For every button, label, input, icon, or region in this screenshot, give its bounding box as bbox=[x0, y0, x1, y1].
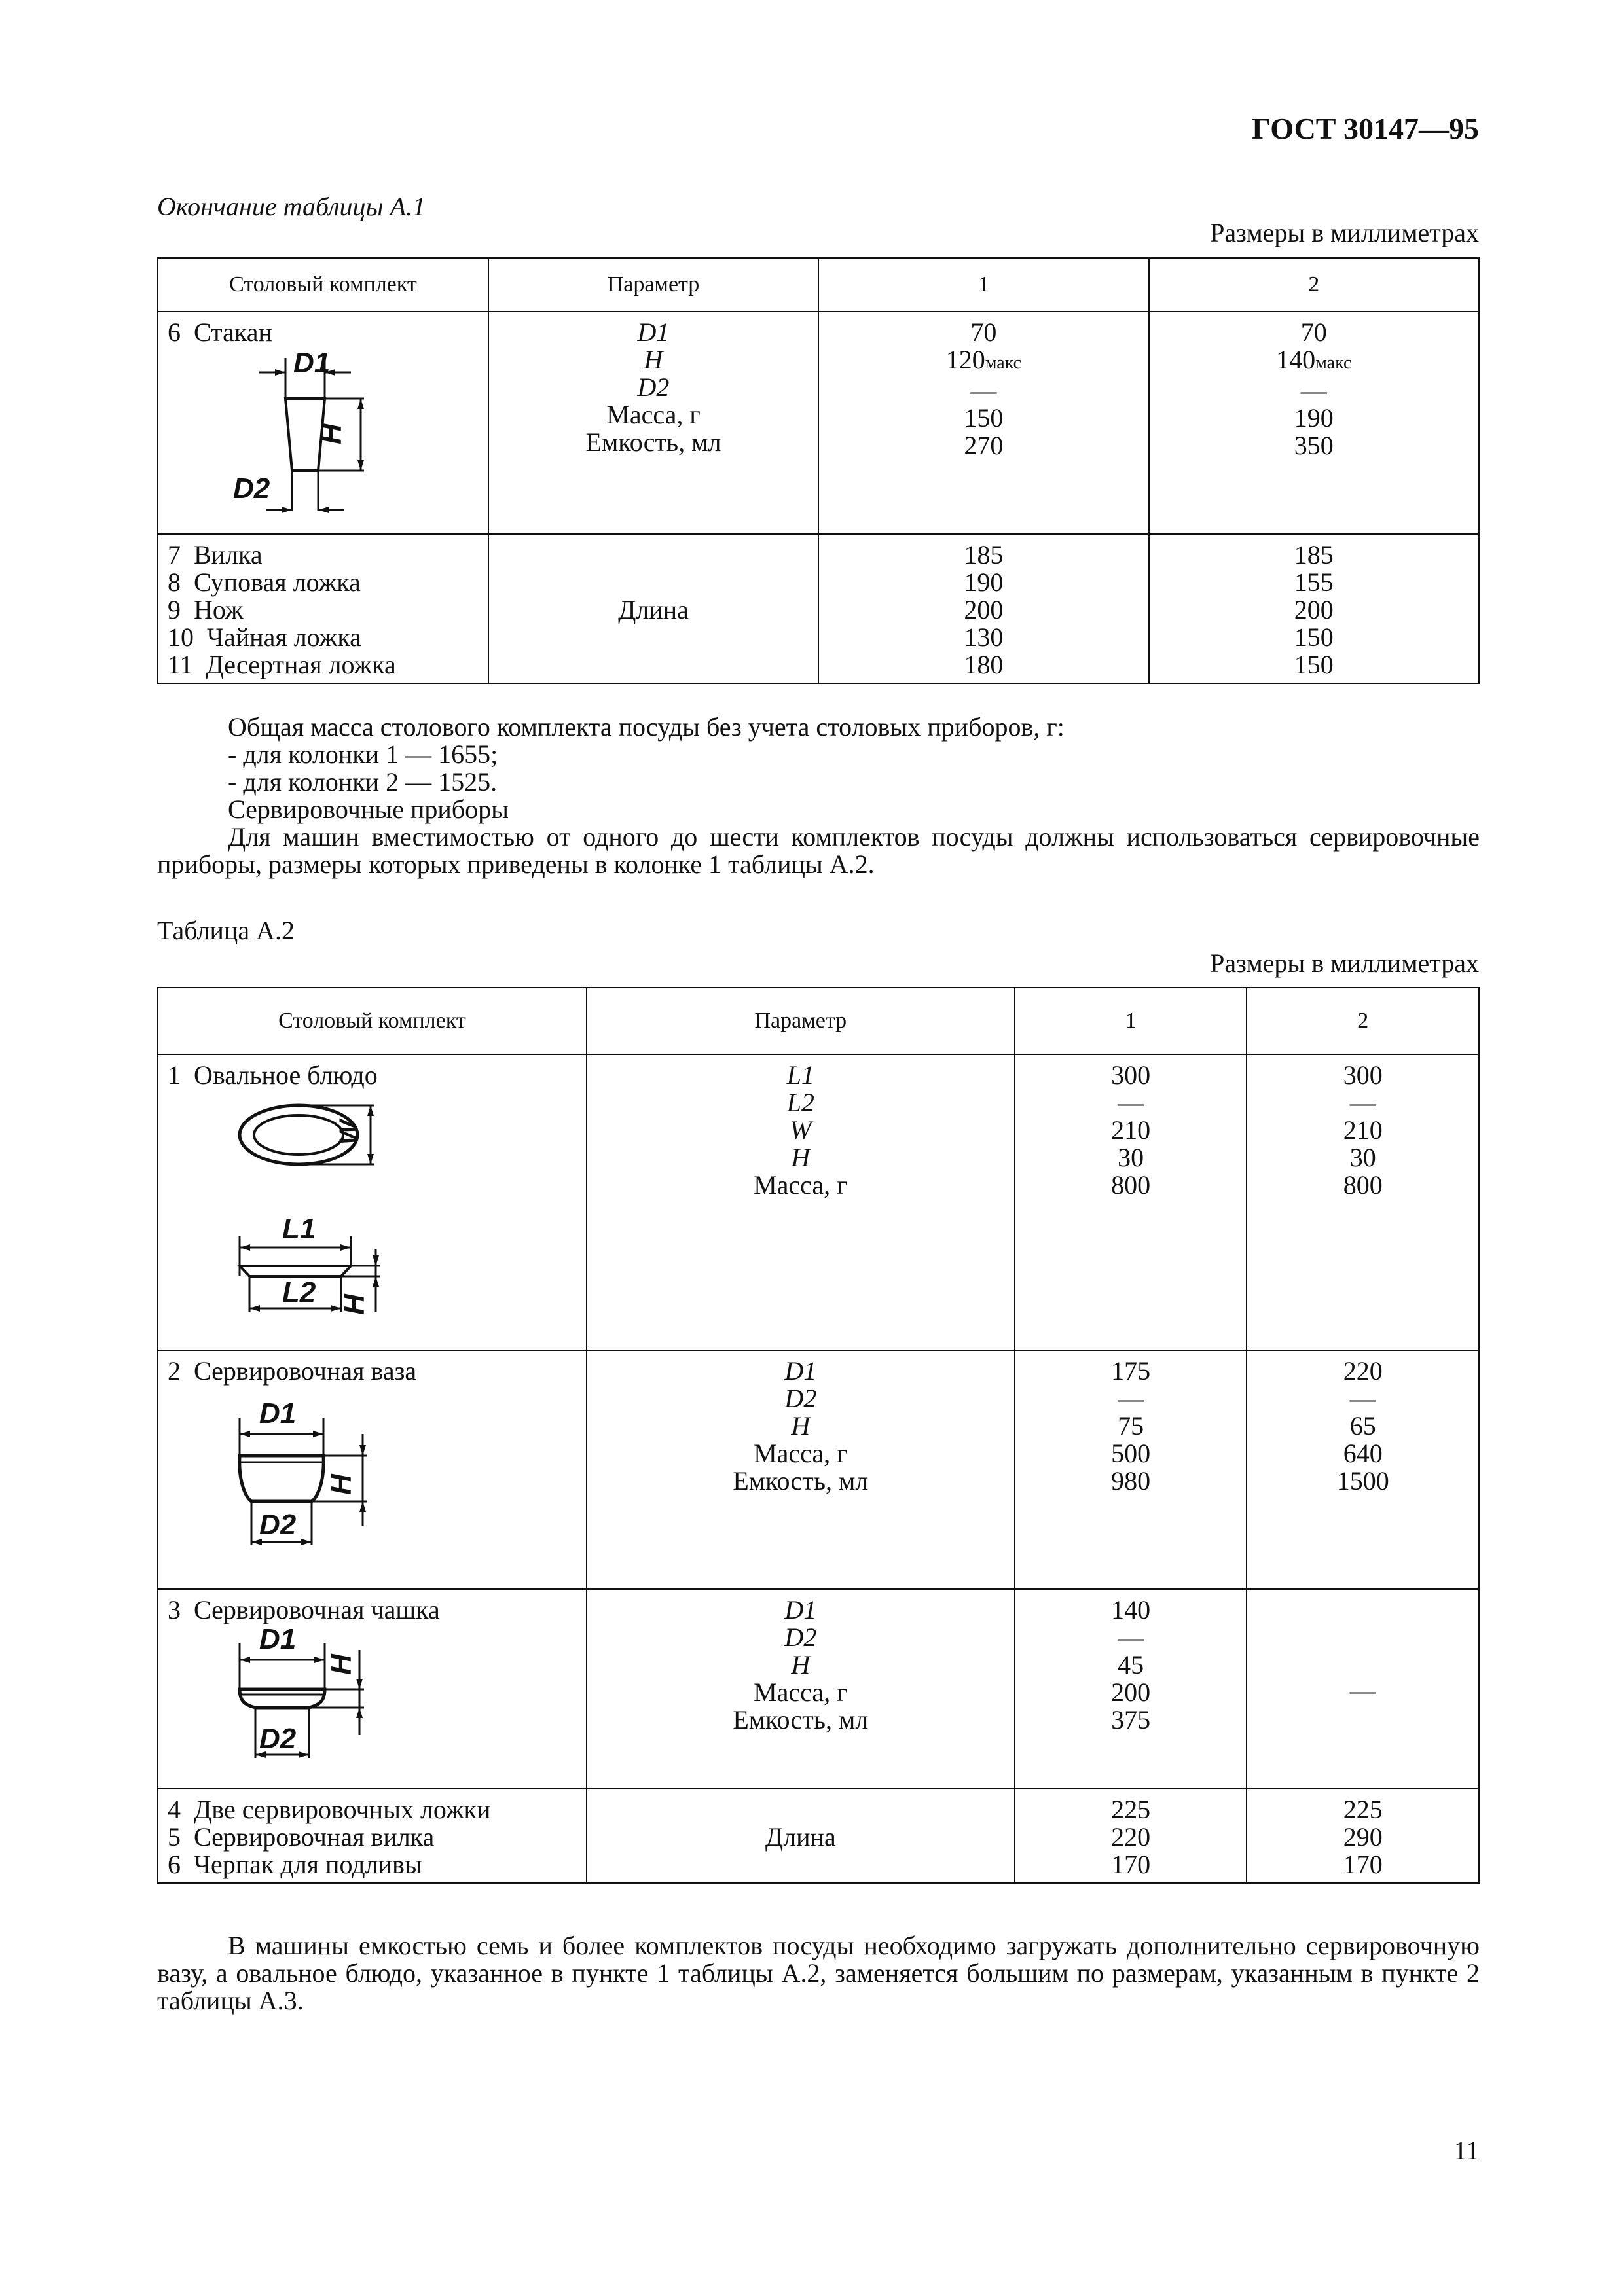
text-block-1 bbox=[157, 713, 1480, 878]
col-header-1: 1 bbox=[1015, 988, 1247, 1054]
value: 70 bbox=[970, 317, 997, 347]
value: 140макс bbox=[1276, 345, 1352, 374]
col-header-2: 2 bbox=[1247, 988, 1479, 1054]
param-d1: D1 bbox=[784, 1356, 817, 1386]
value: 140 bbox=[1111, 1595, 1151, 1624]
value: 200 bbox=[964, 595, 1004, 624]
value: 290 bbox=[1343, 1822, 1383, 1852]
value: 65 bbox=[1349, 1411, 1376, 1441]
param-h: H bbox=[791, 1143, 811, 1172]
value: 375 bbox=[1111, 1705, 1151, 1734]
value: 220 bbox=[1111, 1822, 1151, 1852]
value: 200 bbox=[1111, 1677, 1151, 1707]
item-serving-bowl: 2 Сервировочная ваза bbox=[168, 1356, 417, 1386]
value: 980 bbox=[1111, 1466, 1151, 1496]
value: 225 bbox=[1111, 1795, 1151, 1824]
serving-bowl-drawing bbox=[233, 1385, 403, 1562]
value: 150 bbox=[1294, 650, 1334, 679]
value: 225 bbox=[1343, 1795, 1383, 1824]
table-a1 bbox=[157, 257, 1480, 684]
param-d2: D2 bbox=[784, 1384, 817, 1413]
table-row-cutlery bbox=[158, 534, 1479, 683]
item-serving-cup: 3 Сервировочная чашка bbox=[168, 1595, 440, 1624]
value: 170 bbox=[1343, 1850, 1383, 1879]
glass-label-h: H bbox=[316, 423, 348, 444]
value: 130 bbox=[964, 622, 1004, 652]
param-capacity: Емкость, мл bbox=[585, 427, 721, 457]
cup-label-d1: D1 bbox=[259, 1624, 297, 1655]
cup-label-h: H bbox=[325, 1654, 357, 1675]
value: — bbox=[1349, 1384, 1376, 1413]
value: 155 bbox=[1294, 567, 1334, 597]
param-mass: Масса, г bbox=[754, 1677, 848, 1707]
item-soup-spoon: 8 Суповая ложка bbox=[168, 567, 361, 597]
param-capacity: Емкость, мл bbox=[733, 1466, 869, 1496]
document-code: ГОСТ 30147—95 bbox=[1252, 112, 1479, 145]
oval-dish-drawing bbox=[233, 1089, 429, 1331]
value: 210 bbox=[1111, 1115, 1151, 1145]
value: 70 bbox=[1300, 317, 1327, 347]
text-block-2 bbox=[157, 1932, 1480, 2015]
glass-label-d2: D2 bbox=[233, 473, 270, 505]
column2-mass-line: - для колонки 2 — 1525. bbox=[228, 767, 498, 797]
item-gravy-ladle: 6 Черпак для подливы bbox=[168, 1850, 422, 1879]
value: 800 bbox=[1111, 1170, 1151, 1200]
item-glass: 6 Стакан bbox=[168, 317, 272, 347]
item-serving-fork: 5 Сервировочная вилка bbox=[168, 1822, 435, 1852]
param-d1: D1 bbox=[637, 317, 670, 347]
param-mass: Масса, г bbox=[606, 400, 701, 429]
cup-label-d2: D2 bbox=[259, 1723, 297, 1755]
value: 210 bbox=[1343, 1115, 1383, 1145]
serving-cutlery-paragraph: Для машин вместимостью от одного до шести комплектов посуды должны использоваться сервировочные приборы, размеры которых приведены в колонке 1 таблицы А.2. bbox=[157, 822, 1480, 879]
table2-caption: Таблица А.2 bbox=[157, 916, 295, 945]
col-header-1: 1 bbox=[818, 258, 1148, 312]
closing-paragraph: В машины емкостью семь и более комплектов посуды необходимо загружать дополнительно сервировочную вазу, а овальное блюдо, указанное в пункте 1 таблицы А.2, заменяется большим по размерам, указанным в пункте 2 таблицы А.3. bbox=[157, 1931, 1480, 2015]
param-d2: D2 bbox=[784, 1623, 817, 1652]
param-h: H bbox=[644, 345, 663, 374]
value: — bbox=[1349, 1675, 1376, 1705]
value: 30 bbox=[1118, 1143, 1144, 1172]
value: 185 bbox=[964, 540, 1004, 569]
param-h: H bbox=[791, 1650, 811, 1679]
value: — bbox=[1349, 1088, 1376, 1117]
param-length: Длина bbox=[765, 1822, 836, 1852]
param-mass: Масса, г bbox=[754, 1170, 848, 1200]
table-row-serving-cup bbox=[158, 1589, 1479, 1789]
value: 800 bbox=[1343, 1170, 1383, 1200]
value: 1500 bbox=[1336, 1466, 1389, 1496]
table-row-oval-dish bbox=[158, 1054, 1479, 1350]
dish-label-w: W bbox=[335, 1120, 363, 1145]
total-mass-line: Общая масса столового комплекта посуды без учета столовых приборов, г: bbox=[228, 712, 1065, 742]
table-row-serving-cutlery bbox=[158, 1789, 1479, 1883]
glass-label-d1: D1 bbox=[293, 347, 331, 379]
table2-units: Размеры в миллиметрах bbox=[1210, 948, 1479, 978]
value: 190 bbox=[964, 567, 1004, 597]
bowl-label-h: H bbox=[325, 1474, 357, 1495]
param-d1: D1 bbox=[784, 1595, 817, 1624]
param-w: W bbox=[790, 1115, 812, 1145]
item-tea-spoon: 10 Чайная ложка bbox=[168, 622, 361, 652]
value: 30 bbox=[1349, 1143, 1376, 1172]
param-length: Длина bbox=[618, 595, 689, 624]
table-row-serving-bowl bbox=[158, 1350, 1479, 1589]
value: — bbox=[970, 376, 997, 405]
param-capacity: Емкость, мл bbox=[733, 1705, 869, 1734]
value: — bbox=[1118, 1623, 1144, 1652]
value: 350 bbox=[1294, 431, 1334, 460]
item-oval-dish: 1 Овальное блюдо bbox=[168, 1060, 378, 1090]
col-header-set: Столовый комплект bbox=[158, 988, 587, 1054]
value: — bbox=[1118, 1088, 1144, 1117]
value: 640 bbox=[1343, 1439, 1383, 1468]
value: 185 bbox=[1294, 540, 1334, 569]
param-d2: D2 bbox=[637, 372, 670, 402]
value: 300 bbox=[1111, 1060, 1151, 1090]
serving-cup-drawing bbox=[233, 1624, 403, 1774]
bowl-label-d2: D2 bbox=[259, 1509, 297, 1541]
item-dessert-spoon: 11 Десертная ложка bbox=[168, 650, 396, 679]
dish-label-l1: L1 bbox=[282, 1213, 316, 1245]
page-number: 11 bbox=[1453, 2136, 1479, 2165]
param-mass: Масса, г bbox=[754, 1439, 848, 1468]
col-header-set: Столовый комплект bbox=[158, 258, 488, 312]
value: — bbox=[1300, 376, 1327, 405]
dish-label-h: H bbox=[338, 1294, 371, 1315]
col-header-2: 2 bbox=[1149, 258, 1479, 312]
item-knife: 9 Нож bbox=[168, 595, 244, 624]
table1-units: Размеры в миллиметрах bbox=[1210, 218, 1479, 247]
value: 180 bbox=[964, 650, 1004, 679]
param-l1: L1 bbox=[786, 1060, 814, 1090]
value: 170 bbox=[1111, 1850, 1151, 1879]
glass-drawing bbox=[194, 346, 364, 515]
dish-label-l2: L2 bbox=[282, 1276, 316, 1308]
value: 150 bbox=[1294, 622, 1334, 652]
col-header-param: Параметр bbox=[587, 988, 1015, 1054]
column1-mass-line: - для колонки 1 — 1655; bbox=[228, 740, 498, 769]
value: 190 bbox=[1294, 403, 1334, 433]
value: 300 bbox=[1343, 1060, 1383, 1090]
param-l2: L2 bbox=[786, 1088, 814, 1117]
value: 120макс bbox=[945, 345, 1022, 374]
value: 150 bbox=[964, 403, 1004, 433]
value: 75 bbox=[1118, 1411, 1144, 1441]
value: 270 bbox=[964, 431, 1004, 460]
value: 45 bbox=[1118, 1650, 1144, 1679]
value: 175 bbox=[1111, 1356, 1151, 1386]
item-two-serving-spoons: 4 Две сервировочных ложки bbox=[168, 1795, 491, 1824]
bowl-label-d1: D1 bbox=[259, 1397, 297, 1429]
param-h: H bbox=[791, 1411, 811, 1441]
table1-caption: Окончание таблицы А.1 bbox=[157, 192, 426, 221]
value: — bbox=[1118, 1384, 1144, 1413]
col-header-param: Параметр bbox=[488, 258, 818, 312]
table-a2 bbox=[157, 987, 1480, 1884]
serving-cutlery-heading: Сервировочные приборы bbox=[228, 795, 509, 824]
value: 220 bbox=[1343, 1356, 1383, 1386]
value: 500 bbox=[1111, 1439, 1151, 1468]
table-row-glass bbox=[158, 312, 1479, 534]
item-fork: 7 Вилка bbox=[168, 540, 263, 569]
value: 200 bbox=[1294, 595, 1334, 624]
